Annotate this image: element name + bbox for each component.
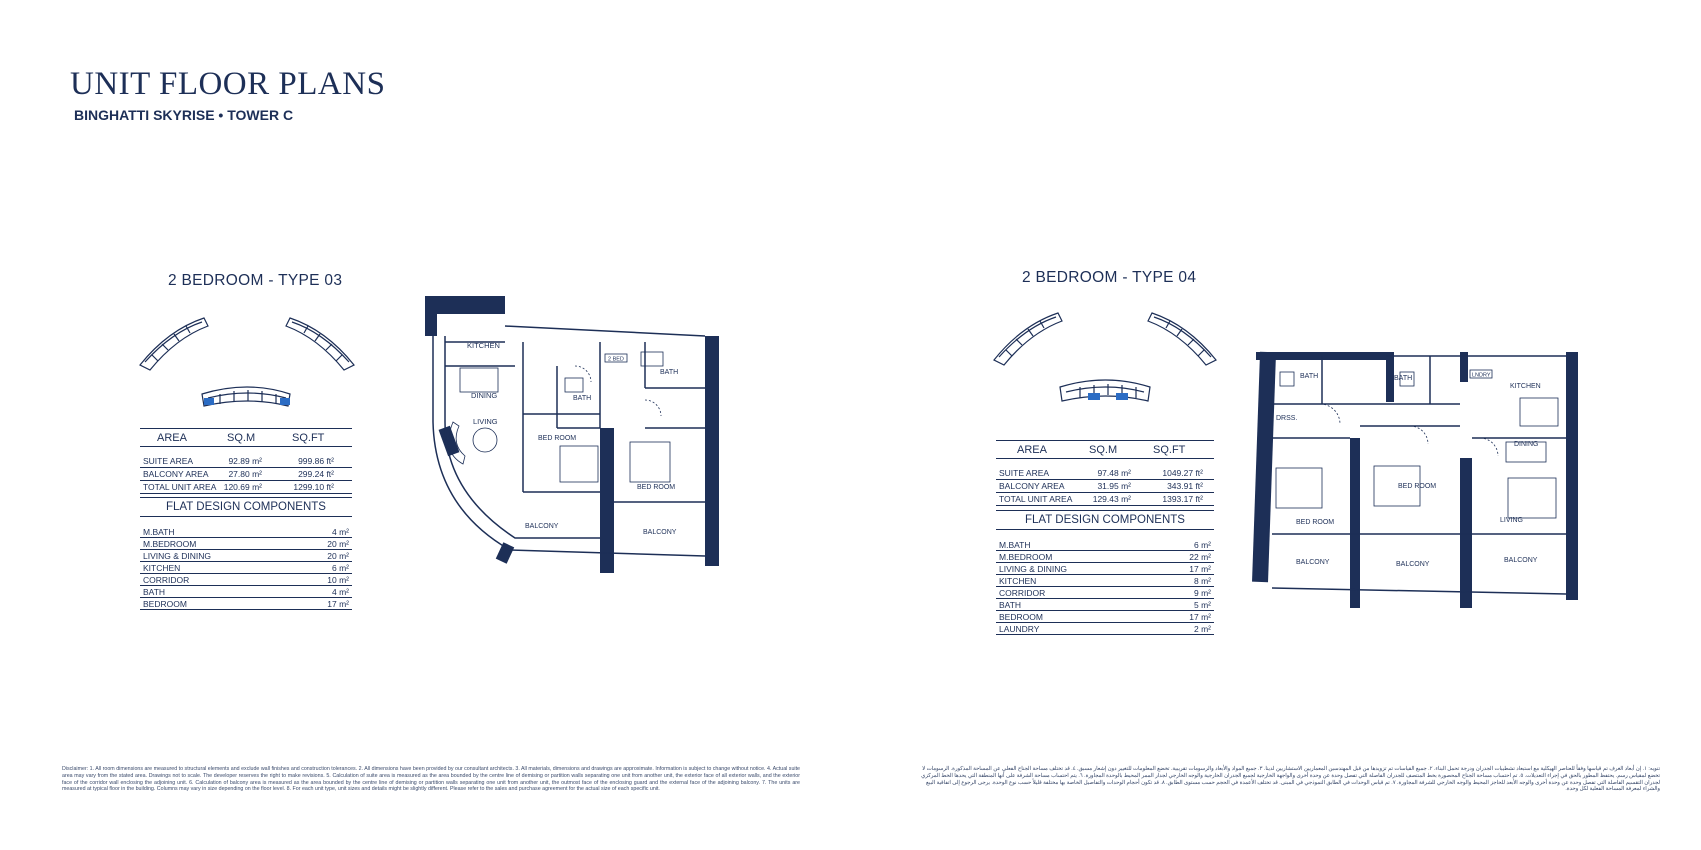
room-label-bedroom-b: BED ROOM bbox=[1398, 483, 1437, 490]
room-label-dress: DRSS. bbox=[1276, 415, 1298, 422]
area-row-suite: SUITE AREA 97.48 m² 1049.27 ft² bbox=[996, 467, 1214, 480]
component-row: CORRIDOR 10 m² bbox=[140, 574, 352, 586]
header-area: AREA bbox=[1017, 444, 1047, 456]
components-title-type-03: FLAT DESIGN COMPONENTS bbox=[140, 497, 352, 517]
document-title: UNIT FLOOR PLANS bbox=[70, 66, 386, 102]
component-row: BATH 5 m² bbox=[996, 599, 1214, 611]
area-table-type-03 bbox=[140, 428, 352, 494]
room-label-bath-b: BATH bbox=[1394, 375, 1413, 382]
room-label-kitchen: KITCHEN bbox=[467, 341, 500, 350]
component-row: M.BATH 4 m² bbox=[140, 526, 352, 538]
component-row: LIVING & DINING 17 m² bbox=[996, 563, 1214, 575]
header-sqft: SQ.FT bbox=[1153, 444, 1186, 456]
area-table-header bbox=[996, 440, 1214, 459]
document-subtitle: BINGHATTI SKYRISE • TOWER C bbox=[74, 107, 294, 123]
room-label-bath-a: BATH bbox=[1300, 373, 1319, 380]
room-label-balcony-b: BALCONY bbox=[643, 529, 677, 536]
component-row: M.BATH 6 m² bbox=[996, 539, 1214, 551]
component-row: BEDROOM 17 m² bbox=[996, 611, 1214, 623]
room-tag-laundry: LNDRY bbox=[1472, 372, 1491, 379]
component-row: CORRIDOR 9 m² bbox=[996, 587, 1214, 599]
unit-title-type-04: 2 BEDROOM - TYPE 04 bbox=[1022, 269, 1197, 286]
seating-illustration-type-03 bbox=[138, 310, 356, 412]
area-row-suite: SUITE AREA 92.89 m² 999.86 ft² bbox=[140, 455, 352, 468]
area-row-total: TOTAL UNIT AREA 120.69 m² 1299.10 ft² bbox=[140, 481, 352, 494]
components-title-type-04: FLAT DESIGN COMPONENTS bbox=[996, 510, 1214, 530]
room-label-bedroom-a: BED ROOM bbox=[538, 435, 577, 442]
room-label-dining: DINING bbox=[1514, 441, 1539, 448]
header-sqft: SQ.FT bbox=[292, 432, 325, 444]
area-row-balcony: BALCONY AREA 31.95 m² 343.91 ft² bbox=[996, 480, 1214, 493]
area-row-balcony: BALCONY AREA 27.80 m² 299.24 ft² bbox=[140, 468, 352, 481]
component-row: BEDROOM 17 m² bbox=[140, 598, 352, 610]
header-sqm: SQ.M bbox=[227, 432, 256, 444]
room-label-bedroom-b: BED ROOM bbox=[637, 484, 676, 491]
room-label-balcony-b: BALCONY bbox=[1396, 561, 1430, 568]
component-row: BATH 4 m² bbox=[140, 586, 352, 598]
disclaimer-arabic: تنويه: ١. إن أبعاد الغرف تم قياسها وفقاً للعناصر الهيكلية مع استبعاد تشطيبات الجدران ودرجة تحمل البناء. ٢. جميع القياسات تم تزويدها من قبل المهندسين المعماريين الاستشاريين لدينا. ٣. جميع المواد والأبعاد والرسومات تقريبية. تخضع المعلومات للتغيير دون إشعار مسبق. ٤. قد تختلف مساحة الجناح الفعلي عن المساحة المذكورة. الرسومات لا تخضع لمقياس رسم. يحتفظ المطور بالحق في إجراء التعديلات. ٥. تم احتساب مساحة الجناح المحصورة بخط المنتصف للجدران الفاصلة التي تفصل وحدة عن وحدة أخرى والواجهة الخارجية لجميع الجدران الخارجية والوجه الخارجي لجدار الممر المحيط بالوحدة المجاورة. ٦. يتم احتساب مساحة الشرفة على أنها المنطقة التي يحدها الخط المركزي لجدران التقسيم الفاصلة التي تفصل وحدة عن وحدة أخرى والوجه الأبعد للحاجز المحيط والوجه الخارجي للشرفة المجاورة. ٧. تم قياس الوحدات في الطابق النموذجي في المبنى. قد تختلف الأعمدة في الحجم حسب مستوى الطابق. ٨. قد تكون أحجام الوحدات والتفاصيل الخاصة بها مختلفة قليلاً حسب نوع الوحدة. يرجى الرجوع إلى اتفاقية البيع والشراء لمعرفة المساحة الفعلية لكل وحدة. bbox=[921, 766, 1660, 793]
component-row: KITCHEN 6 m² bbox=[140, 562, 352, 574]
area-table-type-04 bbox=[996, 440, 1214, 506]
room-tag-2bed: 2 BED bbox=[608, 356, 624, 363]
seating-illustration-type-04 bbox=[992, 305, 1218, 409]
component-row: LAUNDRY 2 m² bbox=[996, 623, 1214, 635]
room-label-dining: DINING bbox=[471, 391, 498, 400]
room-label-bedroom-a: BED ROOM bbox=[1296, 519, 1335, 526]
unit-title-type-03: 2 BEDROOM - TYPE 03 bbox=[168, 272, 343, 289]
room-label-bath-a: BATH bbox=[573, 395, 592, 402]
floor-plan-type-03 bbox=[405, 292, 725, 582]
room-label-balcony-a: BALCONY bbox=[525, 523, 559, 530]
floor-plan-type-04 bbox=[1250, 348, 1580, 614]
room-label-living: LIVING bbox=[473, 417, 498, 426]
component-row: KITCHEN 8 m² bbox=[996, 575, 1214, 587]
room-label-kitchen: KITCHEN bbox=[1510, 383, 1541, 390]
components-list-type-03 bbox=[140, 526, 352, 610]
room-label-balcony-a: BALCONY bbox=[1296, 559, 1330, 566]
room-label-bath-b: BATH bbox=[660, 369, 679, 376]
component-row: LIVING & DINING 20 m² bbox=[140, 550, 352, 562]
components-list-type-04 bbox=[996, 539, 1214, 635]
component-row: M.BEDROOM 22 m² bbox=[996, 551, 1214, 563]
room-label-living: LIVING bbox=[1500, 517, 1523, 524]
area-table-header bbox=[140, 428, 352, 447]
disclaimer-english: Disclaimer: 1. All room dimensions are measured to structural elements and exclude wall finishes and construction tolerances. 2. All dimensions have been provided by our consultant architects. 3. All materials, dimensions and drawings are approximate. Information is subject to change without notice. 4. Actual suite area may vary from the stated area. Drawings not to scale. The developer reserves the right to make revisions. 5. Calculation of suite area is measured as the area bounded by the centre line of demising or partition walls separating one unit from another unit, the exterior face of all exterior walls, and the exterior face of the corridor wall enclosing the adjoining unit. 6. Calculation of balcony area is measured as the area bounded by the centre line of demising or partition walls separating one unit from another unit, the outmost face of the enclosing guard and the external face of the adjoining balcony. 7. The units are measured at typical floor in the building. Columns may vary in size depending on the floor level. 8. For each unit type, unit sizes and details might be slightly different. Please refer to the sales and purchase agreement for the actual size of each specific unit. bbox=[62, 766, 800, 793]
header-sqm: SQ.M bbox=[1089, 444, 1118, 456]
room-label-balcony-c: BALCONY bbox=[1504, 557, 1538, 564]
component-row: M.BEDROOM 20 m² bbox=[140, 538, 352, 550]
area-row-total: TOTAL UNIT AREA 129.43 m² 1393.17 ft² bbox=[996, 493, 1214, 506]
header-area: AREA bbox=[157, 432, 187, 444]
